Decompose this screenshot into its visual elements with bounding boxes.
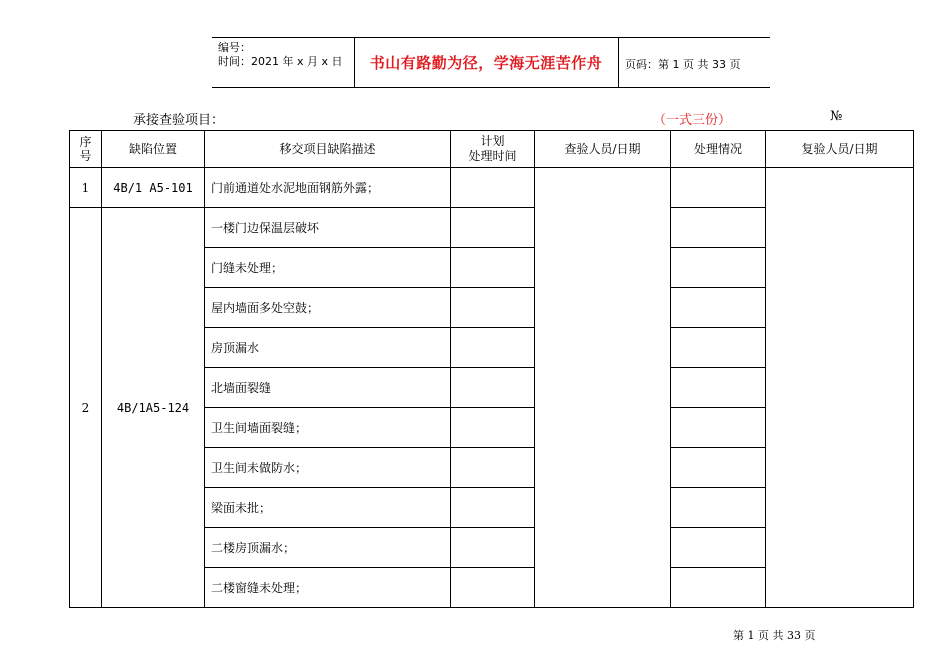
location-cell: 4B/1A5-124 — [102, 208, 205, 608]
description-cell: 卫生间墙面裂缝； — [205, 408, 451, 448]
handling-cell — [671, 408, 766, 448]
header-divider — [618, 38, 619, 87]
header-reinspector: 复验人员/日期 — [766, 131, 914, 168]
description-cell: 北墙面裂缝 — [205, 368, 451, 408]
header-page-label: 页码：第 1 页 共 33 页 — [625, 58, 741, 71]
handling-cell — [671, 488, 766, 528]
table-header-row — [70, 131, 914, 168]
motto-text: 书山有路勤为径，学海无涯苦作舟 — [369, 54, 603, 72]
table-row — [70, 168, 914, 208]
plan-time-cell — [451, 248, 535, 288]
location-cell: 4B/1 A5-101 — [102, 168, 205, 208]
seq-cell: 1 — [70, 168, 102, 208]
handling-cell — [671, 448, 766, 488]
description-cell: 梁面未批； — [205, 488, 451, 528]
handling-cell — [671, 528, 766, 568]
plan-time-cell — [451, 448, 535, 488]
copies-note: （一式三份） — [653, 113, 732, 128]
plan-time-cell — [451, 288, 535, 328]
defect-table — [69, 130, 914, 608]
plan-time-cell — [451, 528, 535, 568]
handling-cell — [671, 168, 766, 208]
handling-cell — [671, 248, 766, 288]
code-label: 编号： — [218, 41, 251, 54]
handling-cell — [671, 568, 766, 608]
header-meta — [218, 41, 343, 69]
description-cell: 房顶漏水 — [205, 328, 451, 368]
time-label: 时间：2021 年 x 月 x 日 — [218, 55, 343, 68]
plan-time-cell — [451, 568, 535, 608]
project-label: 承接查验项目： — [133, 113, 225, 128]
plan-time-cell — [451, 208, 535, 248]
header-location: 缺陷位置 — [102, 131, 205, 168]
handling-cell — [671, 368, 766, 408]
plan-time-cell — [451, 168, 535, 208]
handling-cell — [671, 328, 766, 368]
description-cell: 屋内墙面多处空鼓； — [205, 288, 451, 328]
handling-cell — [671, 208, 766, 248]
description-cell: 二楼窗缝未处理； — [205, 568, 451, 608]
plan-time-cell — [451, 328, 535, 368]
handling-cell — [671, 288, 766, 328]
header-description: 移交项目缺陷描述 — [205, 131, 451, 168]
header-plan-time-line1: 计划 — [480, 134, 505, 148]
footer-page-number: 第 1 页 共 33 页 — [733, 629, 816, 642]
header-inspector: 查验人员/日期 — [535, 131, 671, 168]
document-header — [212, 37, 770, 88]
number-symbol: № — [830, 109, 843, 124]
header-plan-time-line2: 处理时间 — [468, 149, 517, 163]
description-cell: 门缝未处理； — [205, 248, 451, 288]
plan-time-cell — [451, 488, 535, 528]
header-plan-time — [451, 131, 535, 168]
header-handling: 处理情况 — [671, 131, 766, 168]
reinspector-cell — [766, 168, 914, 608]
plan-time-cell — [451, 368, 535, 408]
plan-time-cell — [451, 408, 535, 448]
description-cell: 二楼房顶漏水； — [205, 528, 451, 568]
description-cell: 卫生间未做防水； — [205, 448, 451, 488]
inspector-cell — [535, 168, 671, 608]
description-cell: 一楼门边保温层破坏 — [205, 208, 451, 248]
seq-cell: 2 — [70, 208, 102, 608]
header-seq: 序号 — [70, 131, 102, 168]
description-cell: 门前通道处水泥地面钢筋外露； — [205, 168, 451, 208]
